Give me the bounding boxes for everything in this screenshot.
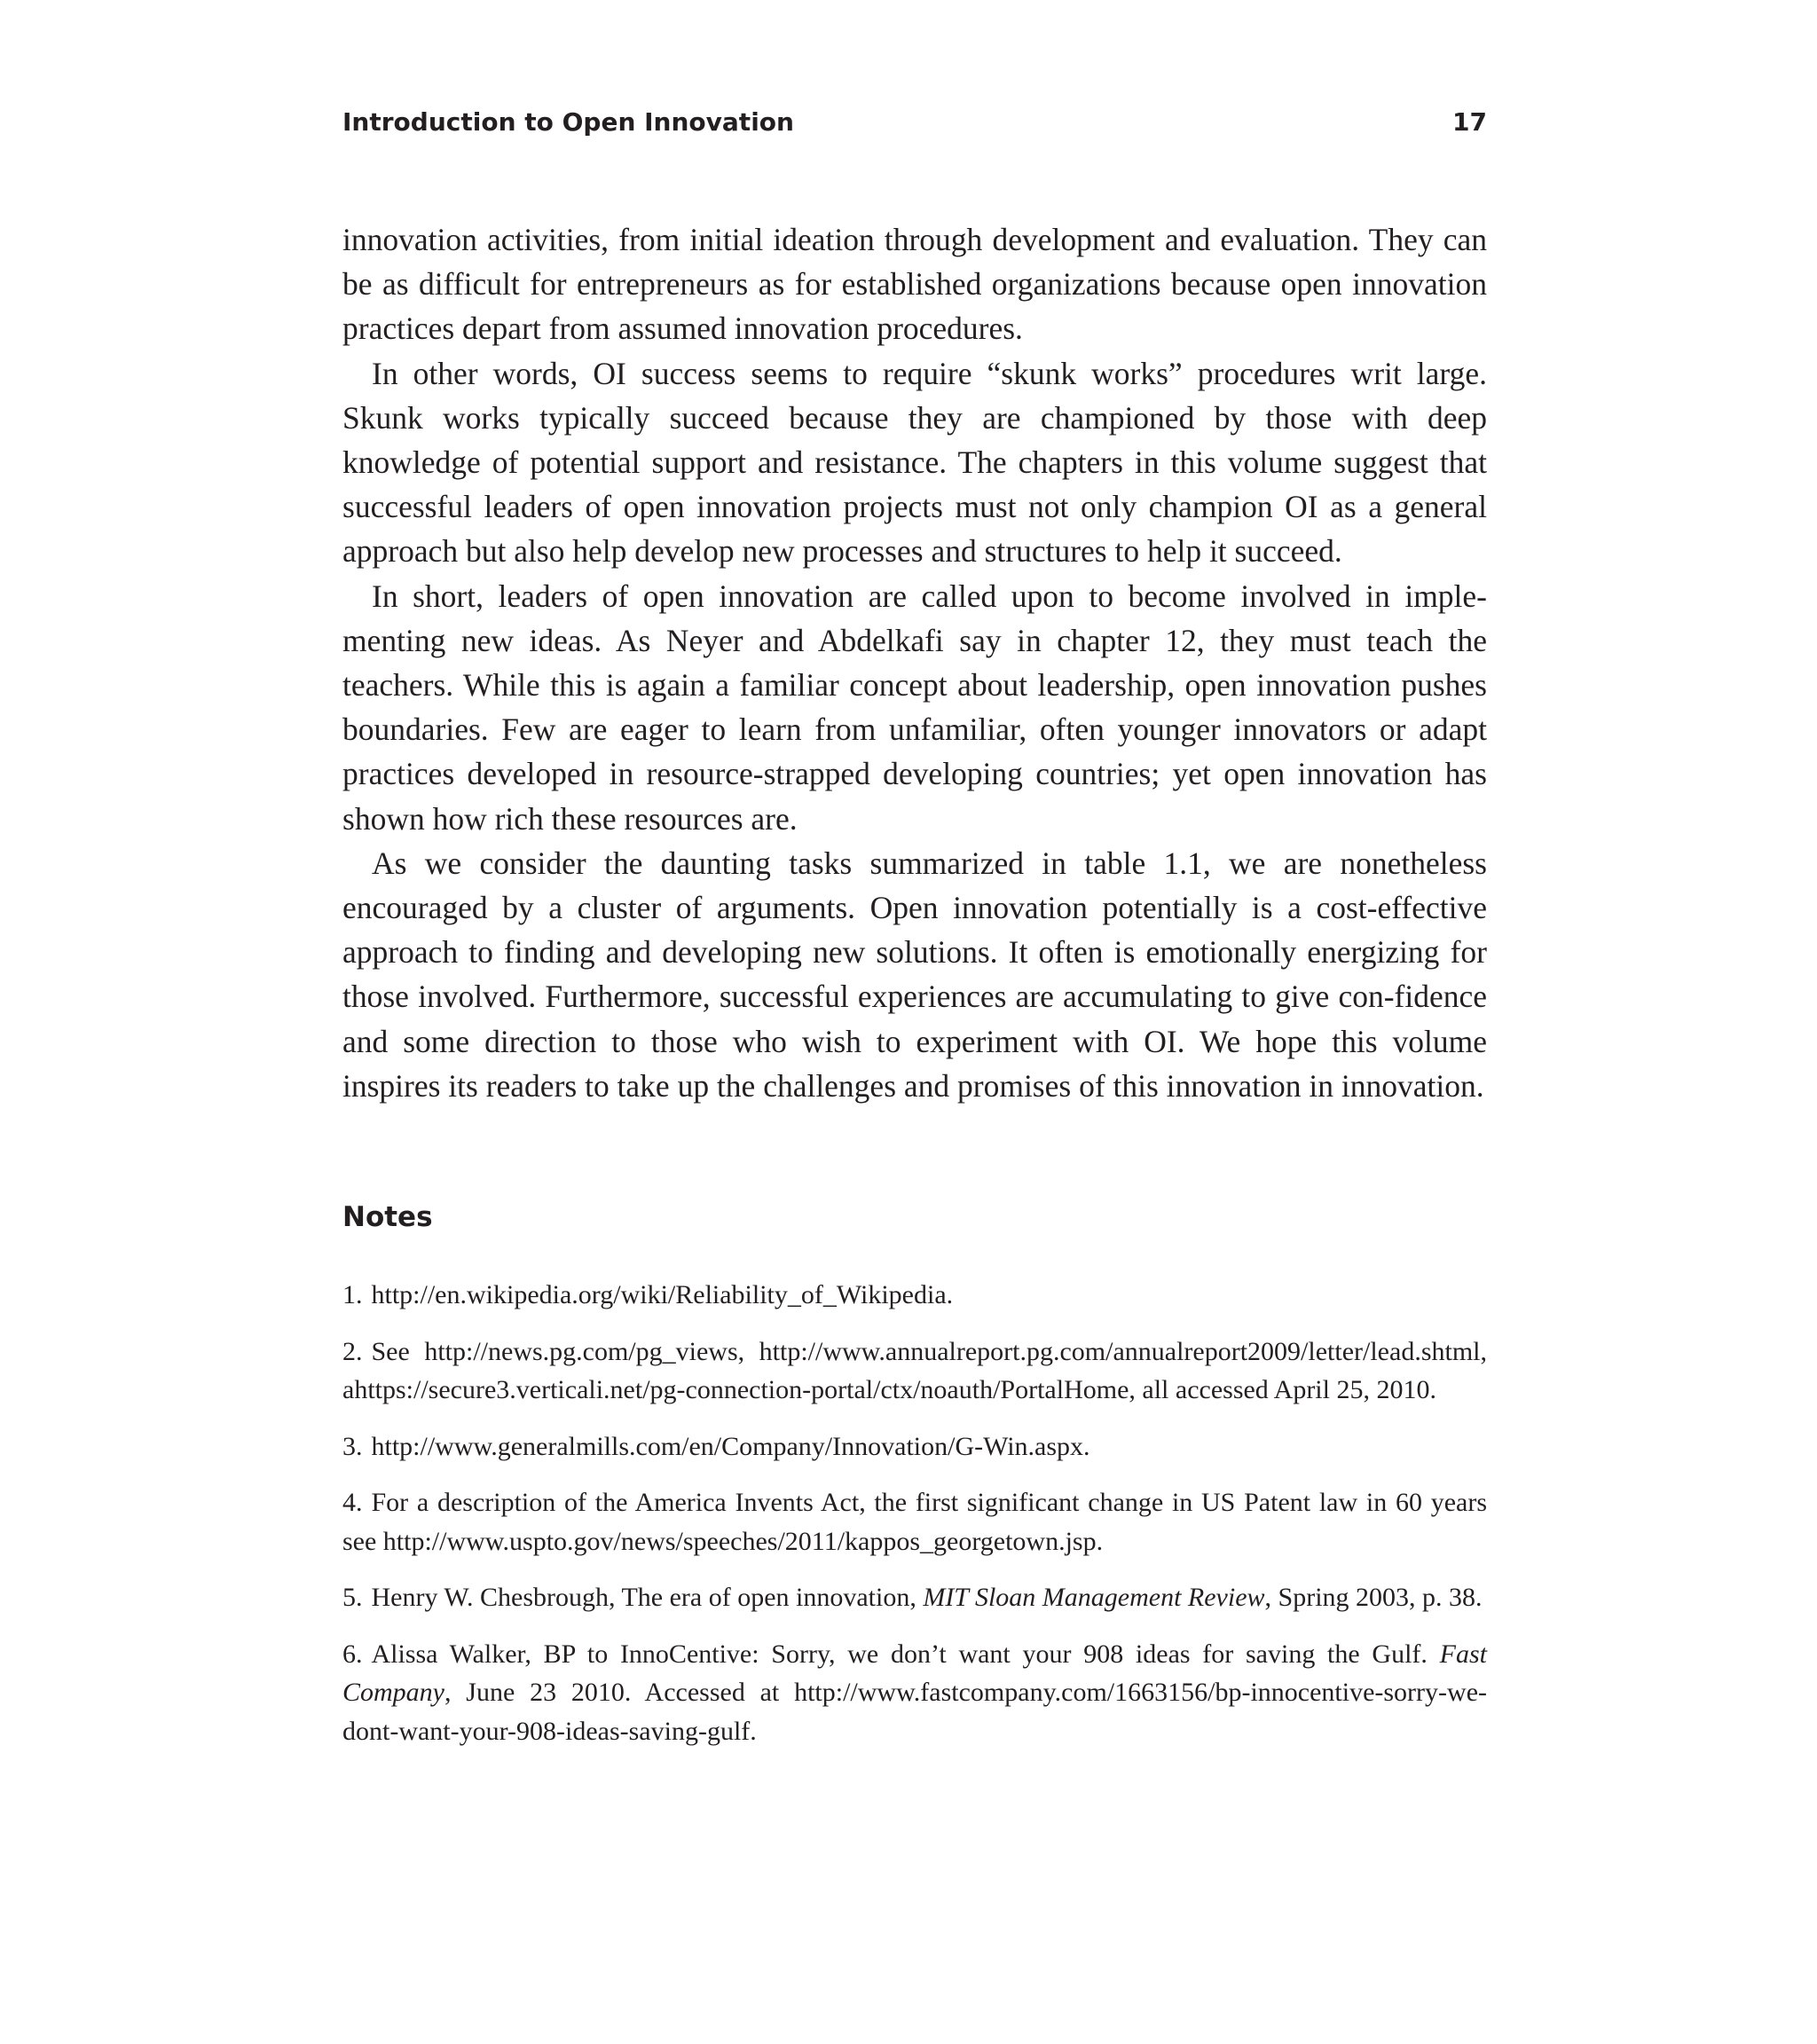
note-text: Alissa Walker, BP to InnoCentive: Sorry, we don’t want your 908 ideas for saving the Gulf. [371,1639,1440,1669]
body-paragraph: In other words, OI success seems to require “skunk works” procedures writ large. Skunk works typically succeed because they are championed by those with deep knowledge of potential support and resistance. The chapters in this volume suggest that successful leaders of open innovation projects must not only champion OI as a general approach but also help develop new processes and structures to help it succeed. [342,355,1487,570]
note-item [342,1276,1487,1315]
note-text: http://en.wikipedia.org/wiki/Reliability_of_Wikipedia. [371,1280,954,1309]
note-item [342,1333,1487,1410]
page-number: 17 [1452,107,1487,137]
note-number: 5. [342,1583,363,1612]
notes-heading: Notes [342,1201,433,1233]
body-paragraph: innovation activities, from initial ideation through development and evaluation. They can be as difficult for entrepreneurs as for established organizations because open innovation practices depart from assumed innovation procedures. [342,222,1487,347]
note-text: , Spring 2003, p. 38. [1264,1583,1483,1612]
note-text: For a description of the America Invents Act, the first significant change in US Patent law in 60 years see http://www.uspto.gov/news/speeches/2011/kappos_georgetown.jsp. [342,1488,1487,1556]
note-number: 3. [342,1431,363,1461]
note-item [342,1483,1487,1561]
note-item [342,1427,1487,1466]
note-text: http://www.generalmills.com/en/Company/Innovation/G-Win.aspx. [371,1431,1090,1461]
running-header-title: Introduction to Open Innovation [342,107,794,137]
running-header [342,105,1487,140]
body-paragraph: In short, leaders of open innovation are called upon to become involved in imple-menting new ideas. As Neyer and Abdelkafi say in chapter 12, they must teach the teachers. While this is again a familiar concept about leadership, open innovation pushes boundaries. Few are eager to learn from unfamiliar, often younger innovators or adapt practices developed in resource-strapped developing countries; yet open innovation has shown how rich these resources are. [342,578,1487,837]
note-journal-title: Fast Company [342,1639,1487,1707]
body-text [342,217,1487,1108]
note-item [342,1635,1487,1751]
note-number: 2. [342,1336,363,1366]
body-paragraph: As we consider the daunting tasks summarized in table 1.1, we are nonetheless encouraged by a cluster of arguments. Open innovation potentially is a cost-effective approach to finding and developing new solutions. It often is emotionally energizing for those involved. Furthermore, successful experiences are accumulating to give con-fidence and some direction to those who wish to experiment with OI. We hope this volume inspires its readers to take up the challenges and promises of this innovation in innovation. [342,845,1487,1104]
note-number: 1. [342,1280,363,1309]
note-text: , June 23 2010. Accessed at http://www.fastcompany.com/1663156/bp-innocentive-sorry-we-dont-want-your-908-ideas-saving-gulf. [342,1678,1487,1746]
note-text: Henry W. Chesbrough, The era of open innovation, [371,1583,924,1612]
note-item [342,1578,1487,1617]
notes-list [342,1276,1487,1768]
note-journal-title: MIT Sloan Management Review [923,1583,1265,1612]
note-number: 6. [342,1639,363,1669]
note-number: 4. [342,1488,363,1517]
note-text: See http://news.pg.com/pg_views, http://www.annualreport.pg.com/annualreport2009/letter/lead.shtml, ahttps://secure3.verticali.net/pg-connection-portal/ctx/noauth/PortalHome, all accessed April 25, 2010. [342,1336,1487,1404]
